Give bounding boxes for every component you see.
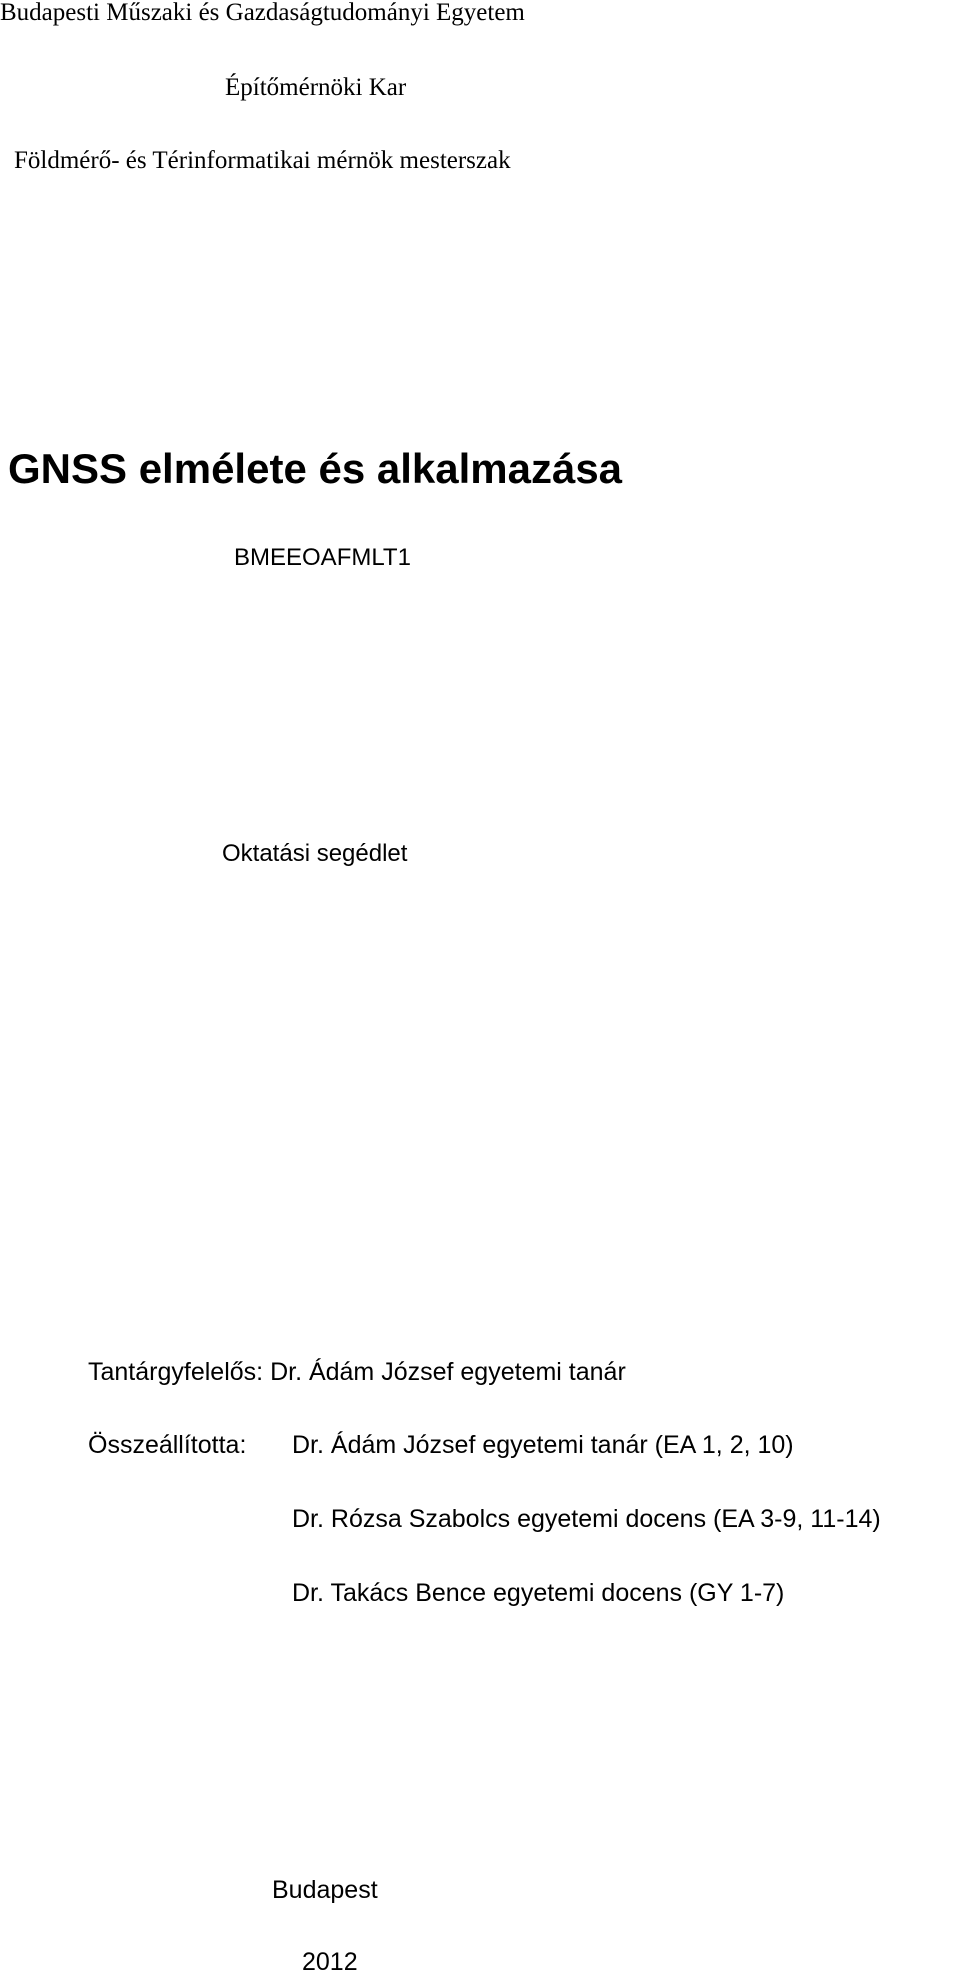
university-name: Budapesti Műszaki és Gazdaságtudományi Egyetem — [0, 0, 525, 26]
author-line: Dr. Takács Bence egyetemi docens (GY 1-7) — [292, 1579, 785, 1607]
publication-city: Budapest — [272, 1876, 378, 1904]
responsible-name: Dr. Ádám József egyetemi tanár — [270, 1358, 626, 1386]
responsible-row — [88, 1360, 626, 1385]
programme-name: Földmérő- és Térinformatikai mérnök mesterszak — [14, 147, 511, 174]
faculty-name: Építőmérnöki Kar — [225, 74, 407, 101]
course-code: BMEEOAFMLT1 — [234, 544, 411, 571]
document-type: Oktatási segédlet — [222, 840, 408, 867]
author-line: Dr. Rózsa Szabolcs egyetemi docens (EA 3-9, 11-14) — [292, 1505, 881, 1533]
course-title: GNSS elmélete és alkalmazása — [8, 445, 623, 492]
author-line: Dr. Ádám József egyetemi tanár (EA 1, 2, 10) — [292, 1431, 794, 1459]
compiled-label: Összeállította: — [88, 1431, 247, 1459]
responsible-label: Tantárgyfelelős: — [88, 1358, 264, 1386]
publication-year: 2012 — [302, 1948, 358, 1976]
